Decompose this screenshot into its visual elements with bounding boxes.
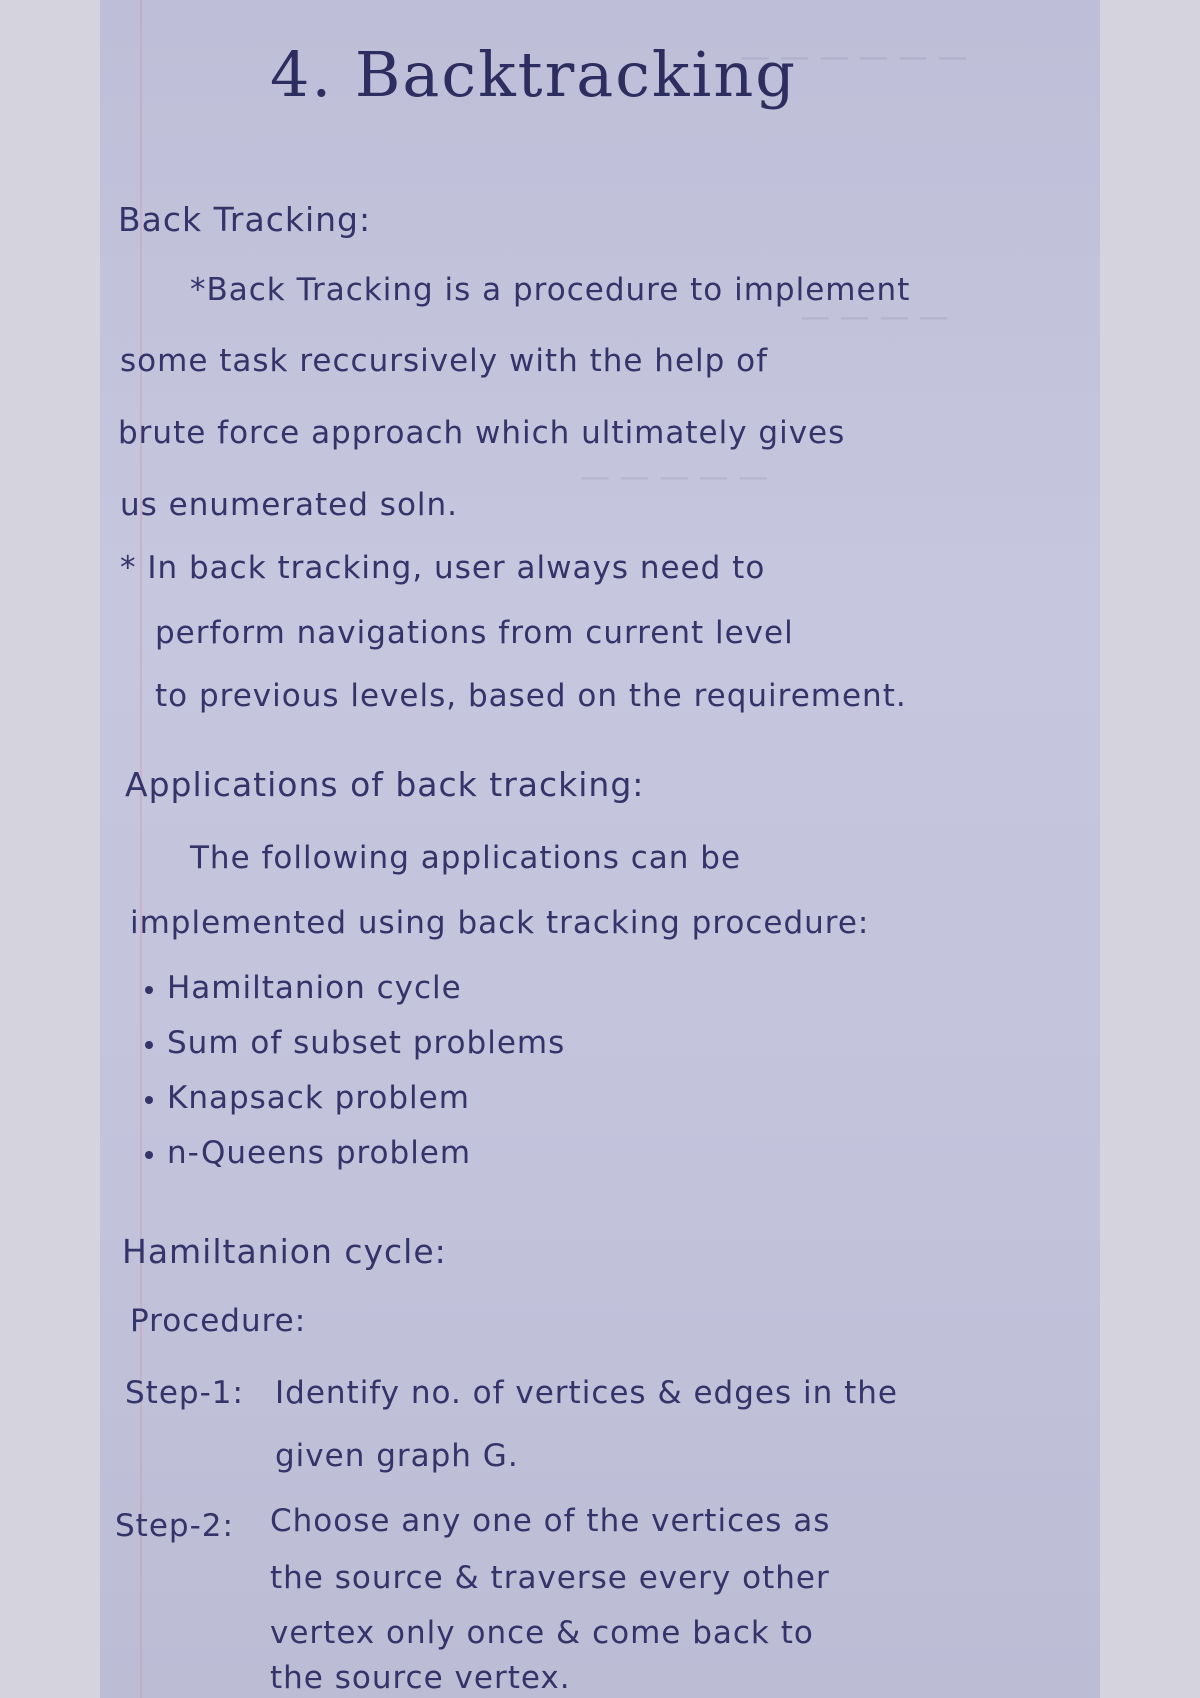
bullet-icon [145, 986, 153, 994]
hamiltonian-heading: Hamiltanion cycle: [122, 1232, 447, 1271]
page-border-left [0, 0, 100, 1698]
bullet-icon [145, 1096, 153, 1104]
backtracking-para2-line1: * In back tracking, user always need to [120, 550, 766, 586]
backtracking-para1-line1: *Back Tracking is a procedure to implement [190, 272, 911, 308]
backtracking-para2-line2: perform navigations from current level [155, 615, 794, 651]
step2-line3: vertex only once & come back to [270, 1615, 814, 1651]
page-border-right [1100, 0, 1200, 1698]
backtracking-heading: Back Tracking: [118, 200, 372, 239]
application-item: Knapsack problem [145, 1080, 470, 1116]
backtracking-para1-line3: brute force approach which ultimately gives [118, 415, 846, 451]
bullet-icon [145, 1151, 153, 1159]
step2-line1: Choose any one of the vertices as [270, 1503, 831, 1539]
backtracking-para1-line4: us enumerated soln. [120, 487, 459, 523]
bullet-icon [145, 1041, 153, 1049]
step1-label: Step-1: [125, 1375, 244, 1411]
bleed-through-mark: — — — — [800, 300, 949, 335]
bleed-through-mark: — — — — — — [740, 40, 968, 75]
backtracking-para2-line3: to previous levels, based on the requirement. [155, 678, 907, 714]
step2-line2: the source & traverse every other [270, 1560, 830, 1596]
step2-line4: the source vertex. [270, 1660, 571, 1696]
notebook-page [100, 0, 1100, 1698]
applications-intro-line1: The following applications can be [190, 840, 742, 876]
step1-line1: Identify no. of vertices & edges in the [275, 1375, 898, 1411]
page-title: 4. Backtracking [270, 38, 797, 111]
application-item: Hamiltanion cycle [145, 970, 462, 1006]
applications-intro-line2: implemented using back tracking procedure: [130, 905, 870, 941]
application-item: Sum of subset problems [145, 1025, 565, 1061]
step1-line2: given graph G. [275, 1438, 519, 1474]
backtracking-para1-line2: some task reccursively with the help of [120, 343, 769, 379]
procedure-label: Procedure: [130, 1303, 307, 1339]
step2-label: Step-2: [115, 1508, 234, 1544]
applications-heading: Applications of back tracking: [125, 765, 645, 804]
margin-line [140, 0, 142, 1698]
application-item: n-Queens problem [145, 1135, 471, 1171]
bleed-through-mark: — — — — — [580, 460, 769, 495]
